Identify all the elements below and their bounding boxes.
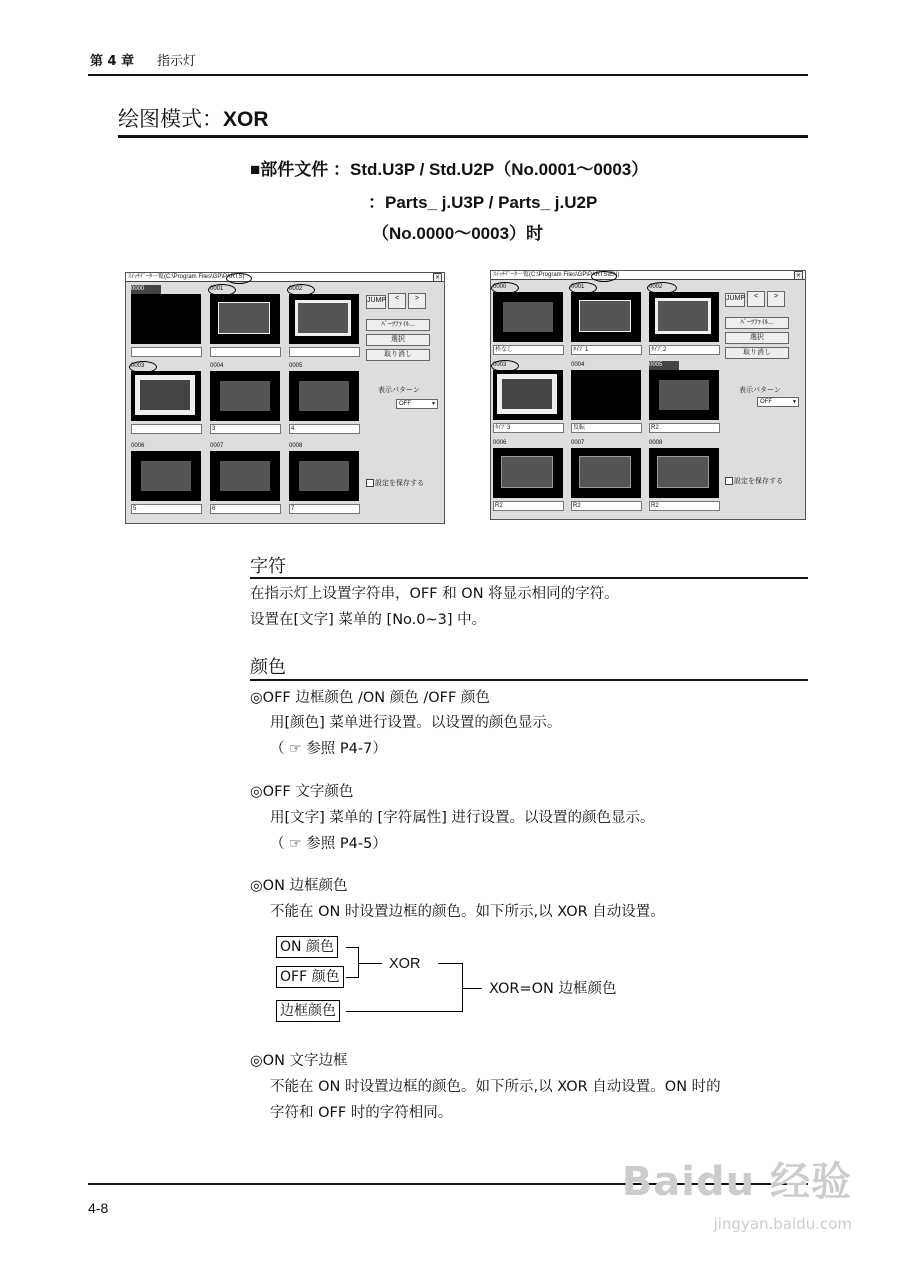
save-label: 設定を保存する bbox=[375, 480, 424, 487]
cell-comment[interactable] bbox=[131, 347, 202, 357]
cell-id: 0002 bbox=[289, 286, 303, 292]
cell-id: 0007 bbox=[571, 440, 585, 446]
part-preview bbox=[571, 370, 641, 420]
cell-id: 0000 bbox=[131, 285, 161, 294]
part-cell[interactable] bbox=[571, 439, 641, 511]
cell-comment[interactable]: ﾀｲﾌﾟ3 bbox=[493, 423, 564, 433]
cell-comment[interactable]: R2 bbox=[649, 501, 720, 511]
color-item-2-desc: 用[文字] 菜单的 [字符属性] 进行设置。以设置的颜色显示。 bbox=[270, 810, 655, 826]
parts-file-button[interactable]: ﾊﾟｰﾂﾌｧｲﾙ... bbox=[725, 317, 789, 329]
watermark-brand: Baidu 经验 bbox=[621, 1159, 852, 1205]
ref-open: （ bbox=[270, 836, 285, 852]
highlight-oval bbox=[491, 282, 519, 294]
part-preview bbox=[649, 292, 719, 342]
cell-comment[interactable]: 6 bbox=[210, 504, 281, 514]
cell-comment[interactable]: R2 bbox=[493, 501, 564, 511]
diagram-box-on-color: ON 颜色 bbox=[276, 936, 338, 958]
pattern-value: OFF bbox=[399, 401, 411, 407]
connector-line bbox=[358, 963, 382, 964]
cell-comment[interactable]: 反転 bbox=[571, 423, 642, 433]
pattern-label: 表示パターン bbox=[378, 387, 420, 394]
hand-pointer-icon: ☞ bbox=[289, 741, 302, 757]
cell-comment[interactable]: 5 bbox=[131, 504, 202, 514]
part-preview bbox=[289, 294, 359, 344]
close-icon[interactable]: × bbox=[795, 272, 802, 279]
color-item-2-title: ◎OFF 文字颜色 bbox=[250, 784, 354, 800]
cell-id: 0005 bbox=[649, 361, 679, 370]
part-preview bbox=[131, 451, 201, 501]
cell-id: 0000 bbox=[493, 284, 507, 290]
screenshot-left bbox=[125, 272, 445, 524]
chapter-title: 指示灯 bbox=[157, 54, 197, 69]
connector-line bbox=[438, 963, 463, 964]
part-preview bbox=[493, 370, 563, 420]
cancel-button[interactable]: 取り消し bbox=[725, 347, 789, 359]
part-cell[interactable] bbox=[131, 285, 201, 357]
pattern-select[interactable] bbox=[757, 397, 799, 407]
part-cell[interactable] bbox=[649, 439, 719, 511]
file-line-2: ：Parts_ j.U3P / Parts_ j.U2P bbox=[368, 193, 598, 212]
section-title-mode: XOR bbox=[223, 108, 269, 131]
highlight-oval bbox=[208, 284, 236, 296]
watermark-url: jingyan.baidu.com bbox=[713, 1215, 852, 1233]
chapter-label: 第 4 章 bbox=[90, 54, 135, 69]
cell-id: 0005 bbox=[289, 363, 303, 369]
part-preview bbox=[210, 451, 280, 501]
cell-id: 0006 bbox=[493, 440, 507, 446]
characters-line-2: 设置在[文字] 菜单的 [No.0~3] 中。 bbox=[250, 612, 487, 628]
diagram-xor-label: XOR bbox=[389, 956, 421, 972]
save-label: 設定を保存する bbox=[734, 478, 783, 485]
part-cell[interactable] bbox=[571, 361, 641, 433]
diagram-box-off-color: OFF 颜色 bbox=[276, 966, 344, 988]
part-cell[interactable] bbox=[649, 361, 719, 433]
ref-open: （ bbox=[270, 741, 285, 757]
prev-button[interactable]: < bbox=[747, 291, 765, 307]
cell-comment[interactable]: ﾀｲﾌﾟ1 bbox=[571, 345, 642, 355]
cell-id: 0004 bbox=[571, 362, 585, 368]
part-preview bbox=[131, 371, 201, 421]
cell-comment[interactable]: R2 bbox=[571, 501, 642, 511]
part-preview bbox=[571, 448, 641, 498]
connector-line bbox=[346, 977, 358, 978]
part-preview bbox=[131, 294, 201, 344]
part-cell[interactable] bbox=[289, 362, 359, 434]
highlight-oval bbox=[647, 282, 677, 294]
cell-comment[interactable]: 4 bbox=[289, 424, 360, 434]
window-title-bar: ｽｲｯﾁﾃﾞｰﾀ一覧(C:\Program Files\GP\PARTS) bbox=[126, 273, 444, 282]
section-title-prefix: 绘图模式： bbox=[118, 107, 223, 131]
cell-id: 0001 bbox=[571, 284, 585, 290]
color-item-3-desc: 不能在 ON 时设置边框的颜色。如下所示,以 XOR 自动设置。 bbox=[270, 904, 665, 920]
colors-heading: 颜色 bbox=[250, 657, 286, 678]
select-button[interactable]: 選択 bbox=[366, 334, 430, 346]
part-cell[interactable] bbox=[493, 439, 563, 511]
screenshot-right bbox=[490, 270, 806, 520]
save-checkbox[interactable] bbox=[725, 477, 733, 485]
cell-comment[interactable] bbox=[131, 424, 202, 434]
diagram-result-label: XOR=ON 边框颜色 bbox=[489, 981, 617, 997]
pattern-value: OFF bbox=[760, 399, 772, 405]
parts-file-button[interactable]: ﾊﾟｰﾂﾌｧｲﾙ... bbox=[366, 319, 430, 331]
part-preview bbox=[649, 448, 719, 498]
jump-button[interactable]: JUMP bbox=[366, 295, 386, 309]
part-preview bbox=[571, 292, 641, 342]
cell-id: 0004 bbox=[210, 363, 224, 369]
pattern-label: 表示パターン bbox=[739, 387, 781, 394]
connector-line bbox=[462, 988, 482, 989]
cell-id: 0006 bbox=[131, 443, 145, 449]
hand-pointer-icon: ☞ bbox=[289, 836, 302, 852]
highlight-oval bbox=[226, 273, 252, 284]
color-item-2-ref bbox=[270, 833, 387, 855]
part-preview bbox=[210, 371, 280, 421]
part-cell[interactable] bbox=[289, 442, 359, 514]
cell-comment[interactable]: R2 bbox=[649, 423, 720, 433]
section-title bbox=[118, 103, 269, 133]
cell-comment[interactable]: 7 bbox=[289, 504, 360, 514]
chevron-down-icon: ▼ bbox=[431, 401, 436, 407]
pattern-select[interactable] bbox=[396, 399, 438, 409]
file-line-3: （No.0000～0003）时 bbox=[372, 224, 544, 243]
ref-text[interactable]: 参照 P4-7） bbox=[306, 741, 387, 757]
colors-rule bbox=[250, 679, 808, 681]
cell-id: 0001 bbox=[210, 286, 224, 292]
characters-heading: 字符 bbox=[250, 556, 286, 577]
select-button[interactable]: 選択 bbox=[725, 332, 789, 344]
cell-id: 0003 bbox=[493, 362, 507, 368]
part-cell[interactable] bbox=[210, 362, 280, 434]
chevron-down-icon: ▼ bbox=[792, 399, 797, 405]
color-item-1-ref bbox=[270, 738, 387, 760]
part-preview bbox=[289, 371, 359, 421]
highlight-oval bbox=[569, 282, 597, 294]
cell-id: 0003 bbox=[131, 363, 145, 369]
highlight-oval bbox=[491, 360, 519, 372]
cell-id: 0008 bbox=[289, 443, 303, 449]
highlight-oval bbox=[591, 271, 617, 282]
color-item-1-title: ◎OFF 边框颜色 /ON 颜色 /OFF 颜色 bbox=[250, 690, 490, 706]
next-button[interactable]: > bbox=[767, 291, 785, 307]
next-button[interactable]: > bbox=[408, 293, 426, 309]
connector-line bbox=[346, 947, 358, 948]
color-item-4-desc-2: 字符和 OFF 时的字符相同。 bbox=[270, 1105, 453, 1121]
cell-comment[interactable] bbox=[289, 347, 360, 357]
ref-text[interactable]: 参照 P4-5） bbox=[306, 836, 387, 852]
cell-comment[interactable]: 枠なし bbox=[493, 345, 564, 355]
jump-button[interactable]: JUMP bbox=[725, 293, 745, 307]
prev-button[interactable]: < bbox=[388, 293, 406, 309]
color-item-1-desc: 用[颜色] 菜单进行设置。以设置的颜色显示。 bbox=[270, 715, 562, 731]
connector-line bbox=[346, 1011, 463, 1012]
cell-id: 0002 bbox=[649, 284, 663, 290]
diagram-box-border-color: 边框颜色 bbox=[276, 1000, 340, 1022]
section-rule bbox=[118, 135, 808, 138]
header-rule bbox=[88, 74, 808, 76]
cell-id: 0007 bbox=[210, 443, 224, 449]
color-item-4-title: ◎ON 文字边框 bbox=[250, 1053, 348, 1069]
part-preview bbox=[649, 370, 719, 420]
page-number: 4-8 bbox=[88, 1200, 109, 1216]
cell-id: 0008 bbox=[649, 440, 663, 446]
cell-comment[interactable]: 3 bbox=[210, 424, 281, 434]
highlight-oval bbox=[287, 284, 315, 296]
part-preview bbox=[289, 451, 359, 501]
characters-line-1: 在指示灯上设置字符串，OFF 和 ON 将显示相同的字符。 bbox=[250, 586, 619, 602]
color-item-3-title: ◎ON 边框颜色 bbox=[250, 878, 348, 894]
color-item-4-desc-1: 不能在 ON 时设置边框的颜色。如下所示,以 XOR 自动设置。ON 时的 bbox=[270, 1079, 721, 1095]
characters-rule bbox=[250, 577, 808, 579]
part-cell[interactable] bbox=[210, 442, 280, 514]
close-icon[interactable]: × bbox=[434, 274, 441, 281]
save-checkbox[interactable] bbox=[366, 479, 374, 487]
cell-comment[interactable]: ﾀｲﾌﾟ2 bbox=[649, 345, 720, 355]
part-preview bbox=[210, 294, 280, 344]
highlight-oval bbox=[129, 361, 157, 373]
part-preview bbox=[493, 448, 563, 498]
file-line-1: ■部件文件 ：Std.U3P / Std.U2P（No.0001～0003） bbox=[250, 160, 649, 179]
part-preview bbox=[493, 292, 563, 342]
part-cell[interactable] bbox=[131, 442, 201, 514]
cancel-button[interactable]: 取り消し bbox=[366, 349, 430, 361]
window-title-bar: ｽｲｯﾁﾃﾞｰﾀ一覧(C:\Program Files\GP\PARTS\EN) bbox=[491, 271, 805, 280]
cell-comment[interactable] bbox=[210, 347, 281, 357]
